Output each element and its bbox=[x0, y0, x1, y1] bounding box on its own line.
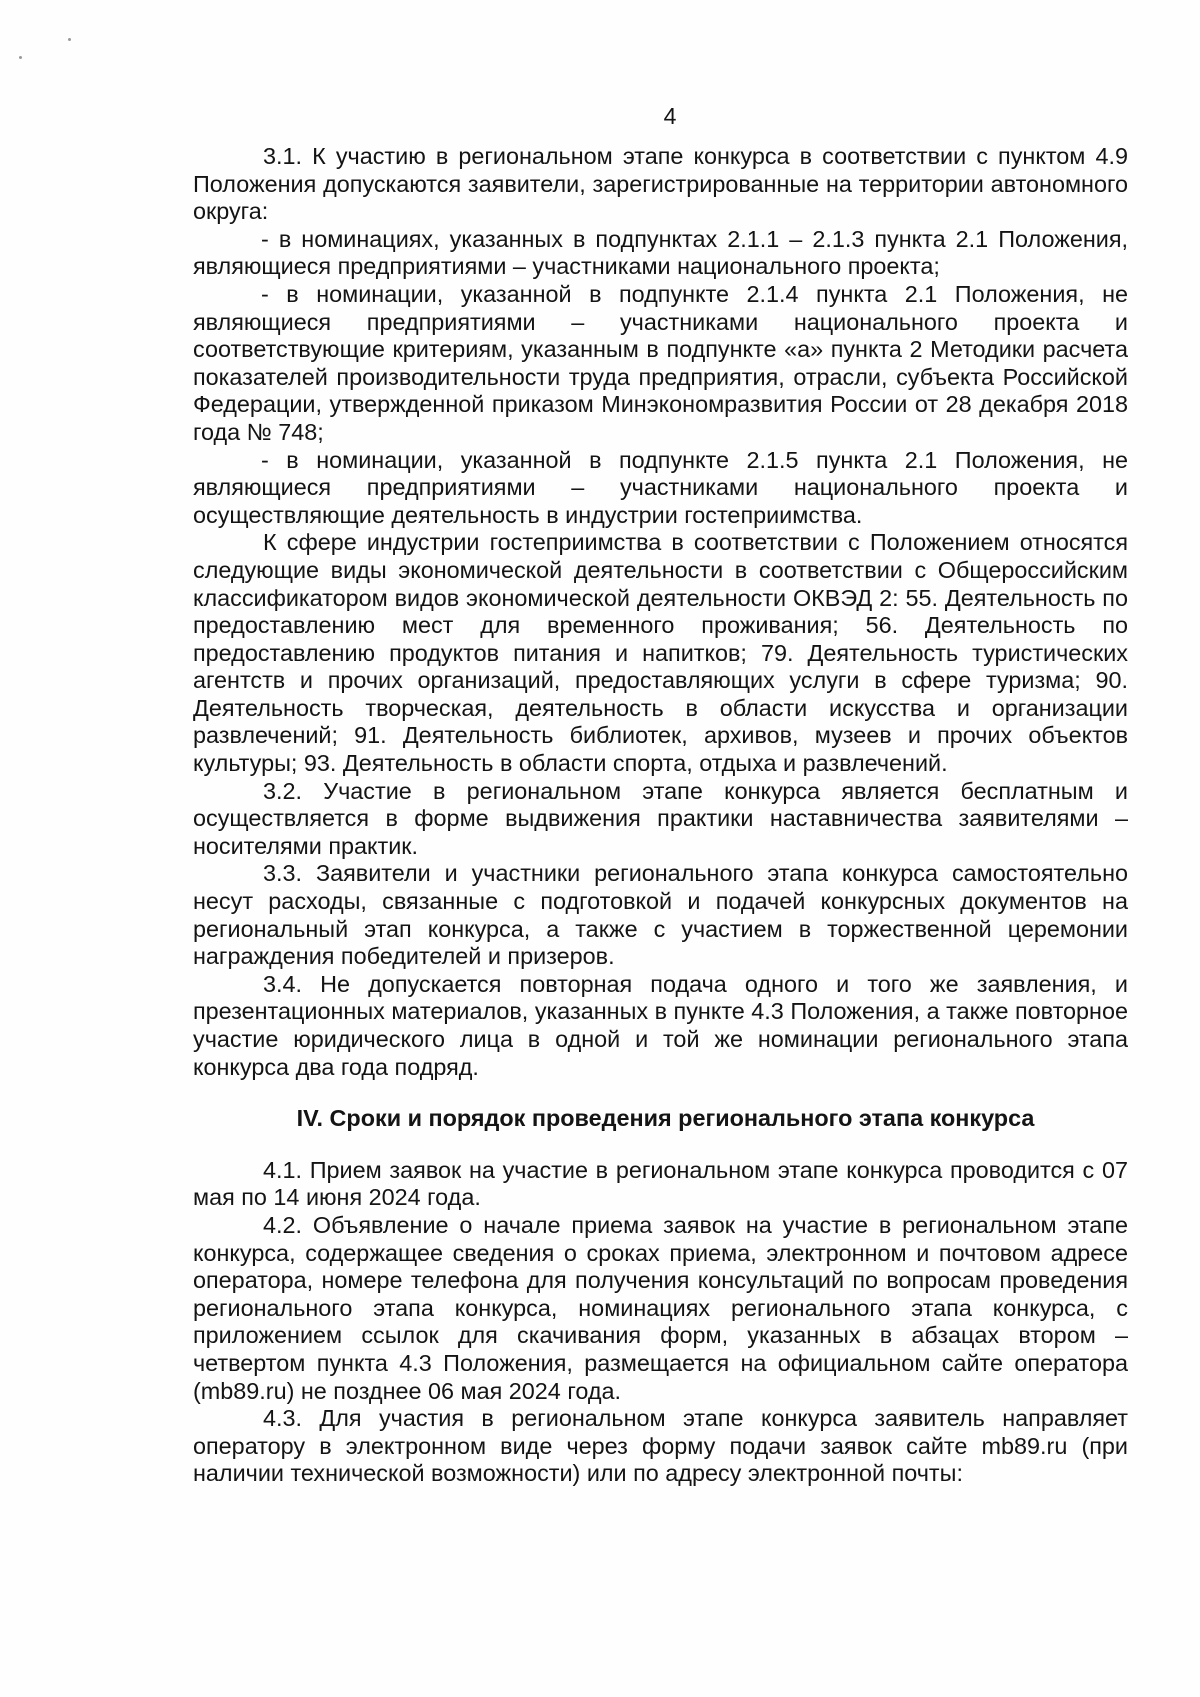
section-heading: IV. Сроки и порядок проведения регионального этапа конкурса bbox=[296, 1105, 1035, 1132]
paragraph-3-4: 3.4. Не допускается повторная подача одного и того же заявления, и презентационных материалов, указанных в пункте 4.3 Положения, а также повторное участие юридического лица в одной и той же номинации регионального этапа конкурса два года подряд. bbox=[193, 970, 1128, 1080]
scan-speck bbox=[19, 56, 22, 59]
scan-speck bbox=[68, 38, 71, 41]
page-number: 4 bbox=[663, 103, 677, 129]
paragraph-4-3: 4.3. Для участия в региональном этапе конкурса заявитель направляет оператору в электронном виде через форму подачи заявок сайте mb89.ru (при наличии технической возможности) или по адресу электронной почты: bbox=[193, 1405, 1128, 1487]
paragraph-bullet-1: - в номинациях, указанных в подпунктах 2.1.1 – 2.1.3 пункта 2.1 Положения, являющиеся предприятиями – участниками национального проекта; bbox=[193, 225, 1128, 280]
document-body bbox=[193, 143, 1128, 1488]
paragraph-3-1: 3.1. К участию в региональном этапе конкурса в соответствии с пунктом 4.9 Положения допускаются заявители, зарегистрированные на территории автономного округа: bbox=[193, 143, 1128, 225]
paragraph-4-1: 4.1. Прием заявок на участие в региональном этапе конкурса проводится с 07 мая по 14 июня 2024 года. bbox=[193, 1156, 1128, 1211]
paragraph-hospitality: К сфере индустрии гостеприимства в соответствии с Положением относятся следующие виды экономической деятельности в соответствии с Общероссийским классификатором видов экономической деятельности ОКВЭД 2: 55. Деятельность по предоставлению мест для временного проживания; 56. Деятельность по предоставлению продуктов питания и напитков; 79. Деятельность туристических агентств и прочих организаций, предоставляющих услуги в сфере туризма; 90. Деятельность творческая, деятельность в области искусства и организации развлечений; 91. Деятельность библиотек, архивов, музеев и прочих объектов культуры; 93. Деятельность в области спорта, отдыха и развлечений. bbox=[193, 529, 1128, 777]
paragraph-4-2: 4.2. Объявление о начале приема заявок на участие в региональном этапе конкурса, содержащее сведения о сроках приема, электронном и почтовом адресе оператора, номере телефона для получения консультаций по вопросам проведения регионального этапа конкурса, номинациях регионального этапа конкурса, с приложением ссылок для скачивания форм, указанных в абзацах втором – четвертом пункта 4.3 Положения, размещается на официальном сайте оператора (mb89.ru) не позднее 06 мая 2024 года. bbox=[193, 1211, 1128, 1404]
paragraph-bullet-3: - в номинации, указанной в подпункте 2.1.5 пункта 2.1 Положения, не являющиеся предприятиями – участниками национального проекта и осуществляющие деятельность в индустрии гостеприимства. bbox=[193, 446, 1128, 528]
paragraph-3-3: 3.3. Заявители и участники регионального этапа конкурса самостоятельно несут расходы, связанные с подготовкой и подачей конкурсных документов на региональный этап конкурса, а также с участием в торжественной церемонии награждения победителей и призеров. bbox=[193, 860, 1128, 970]
paragraph-bullet-2: - в номинации, указанной в подпункте 2.1.4 пункта 2.1 Положения, не являющиеся предприятиями – участниками национального проекта и соответствующие критериям, указанным в подпункте «а» пункта 2 Методики расчета показателей производительности труда предприятия, отрасли, субъекта Российской Федерации, утвержденной приказом Минэкономразвития России от 28 декабря 2018 года № 748; bbox=[193, 280, 1128, 445]
paragraph-3-2: 3.2. Участие в региональном этапе конкурса является бесплатным и осуществляется в форме выдвижения практики наставничества заявителями – носителями практик. bbox=[193, 777, 1128, 859]
